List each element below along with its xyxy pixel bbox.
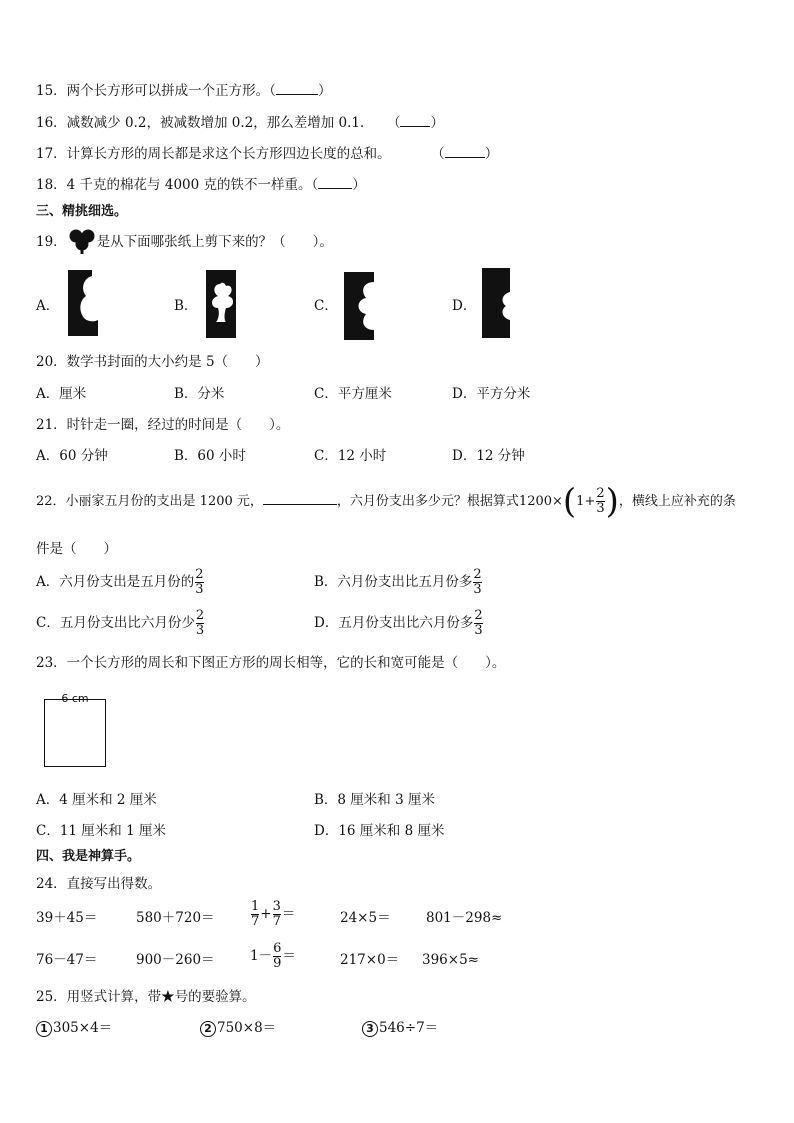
calc-item-fraction-sum: $\frac{1}{7}$ + $\frac{3}{7}$ ＝ [251, 899, 296, 929]
question-23: 23．一个长方形的周长和下图正方形的周长相等，它的长和宽可能是（ ）。 [36, 655, 506, 671]
answer-blank[interactable] [400, 114, 430, 127]
q21-option-c[interactable]: C．12 小时 [314, 448, 387, 464]
q21-option-a[interactable]: A．60 分钟 [36, 448, 108, 464]
fraction: $\frac{2}{3}$ [596, 486, 605, 516]
q19-option-b[interactable]: B． [174, 298, 198, 314]
vertical-calc-1: 1 305×4＝ [36, 1019, 112, 1037]
calc-item: 801－298≈ [426, 910, 503, 926]
question-16: 16．减数减少 0.2，被减数增加 0.2，那么差增加 0.1． （ ） [36, 115, 444, 131]
q22-option-b[interactable]: B．六月份支出比五月份多 $\frac{2}{3}$ [314, 567, 482, 597]
question-15: 15．两个长方形可以拼成一个正方形。（ ） [36, 83, 332, 99]
question-17: 17．计算长方形的周长都是求这个长方形四边长度的总和。 （ ） [36, 146, 499, 162]
calc-item-fraction-sub: 1－ $\frac{6}{9}$ ＝ [250, 941, 296, 971]
q23-option-d[interactable]: D．16 厘米和 8 厘米 [314, 823, 445, 839]
calc-item: 24×5＝ [340, 910, 391, 926]
section-4-heading: 四、我是神算手。 [36, 849, 141, 864]
vertical-calc-2: 2 750×8＝ [200, 1019, 276, 1037]
paper-option-b-icon [204, 270, 238, 338]
question-18: 18．4 千克的棉花与 4000 克的铁不一样重。（ ） [36, 177, 366, 193]
answer-blank[interactable] [263, 492, 337, 505]
clover-cutout-icon [68, 228, 96, 254]
circled-number: 2 [200, 1021, 216, 1037]
answer-blank[interactable] [445, 145, 485, 158]
calc-item: 76－47＝ [36, 952, 98, 968]
paper-option-d-icon [480, 268, 512, 338]
calc-item: 217×0＝ [340, 952, 400, 968]
fraction: $\frac{2}{3}$ [195, 608, 205, 638]
q19-option-a[interactable]: A． [36, 298, 60, 314]
calc-item: 580＋720＝ [136, 910, 215, 926]
question-22-cont: 件是（ ） [36, 541, 117, 557]
calc-item: 39＋45＝ [36, 910, 98, 926]
question-20: 20．数学书封面的大小约是 5（ ） [36, 354, 269, 370]
circled-number: 1 [36, 1021, 52, 1037]
q21-option-d[interactable]: D．12 分钟 [452, 448, 525, 464]
paper-option-a-icon [66, 270, 100, 336]
q22-option-d[interactable]: D．五月份支出比六月份多 $\frac{2}{3}$ [314, 608, 483, 638]
square-figure [44, 699, 106, 767]
section-3-heading: 三、精挑细选。 [36, 204, 128, 219]
paper-option-c-icon [342, 272, 376, 340]
q20-option-d[interactable]: D．平方分米 [452, 386, 531, 402]
question-21: 21．时针走一圈，经过的时间是（ ）。 [36, 417, 290, 433]
q23-option-a[interactable]: A．4 厘米和 2 厘米 [36, 792, 157, 808]
fraction: $\frac{2}{3}$ [473, 567, 482, 597]
q21-option-b[interactable]: B．60 小时 [174, 448, 246, 464]
question-22: 22．小丽家五月份的支出是 1200 元， ，六月份支出多少元？根据算式1200×(1+ $\frac{2}{3}$ )，横线上应补充的条 [36, 481, 736, 522]
question-19: 19． 是从下面哪张纸上剪下来的？（ ）。 [36, 234, 333, 250]
circled-number: 3 [362, 1021, 378, 1037]
q22-option-a[interactable]: A．六月份支出是五月份的 $\frac{2}{3}$ [36, 567, 204, 597]
fraction: $\frac{2}{3}$ [195, 567, 204, 597]
calc-item: 900－260＝ [136, 952, 215, 968]
calc-item: 396×5≈ [422, 952, 479, 968]
fraction: $\frac{2}{3}$ [474, 608, 483, 638]
question-25: 25．用竖式计算，带★号的要验算。 [36, 989, 256, 1005]
q22-option-c[interactable]: C．五月份支出比六月份少 $\frac{2}{3}$ [36, 608, 205, 638]
dimension-label: 6 cm [44, 692, 106, 705]
q23-option-b[interactable]: B．8 厘米和 3 厘米 [314, 792, 435, 808]
q19-option-c[interactable]: C． [314, 298, 338, 314]
q20-option-a[interactable]: A．厘米 [36, 386, 87, 402]
q20-option-c[interactable]: C．平方厘米 [314, 386, 392, 402]
q23-option-c[interactable]: C．11 厘米和 1 厘米 [36, 823, 166, 839]
answer-blank[interactable] [318, 176, 352, 189]
q19-option-d[interactable]: D． [452, 298, 477, 314]
vertical-calc-3: 3 546÷7＝ [362, 1019, 438, 1037]
q20-option-b[interactable]: B．分米 [174, 386, 225, 402]
answer-blank[interactable] [276, 82, 318, 95]
question-24: 24．直接写出得数。 [36, 876, 162, 892]
